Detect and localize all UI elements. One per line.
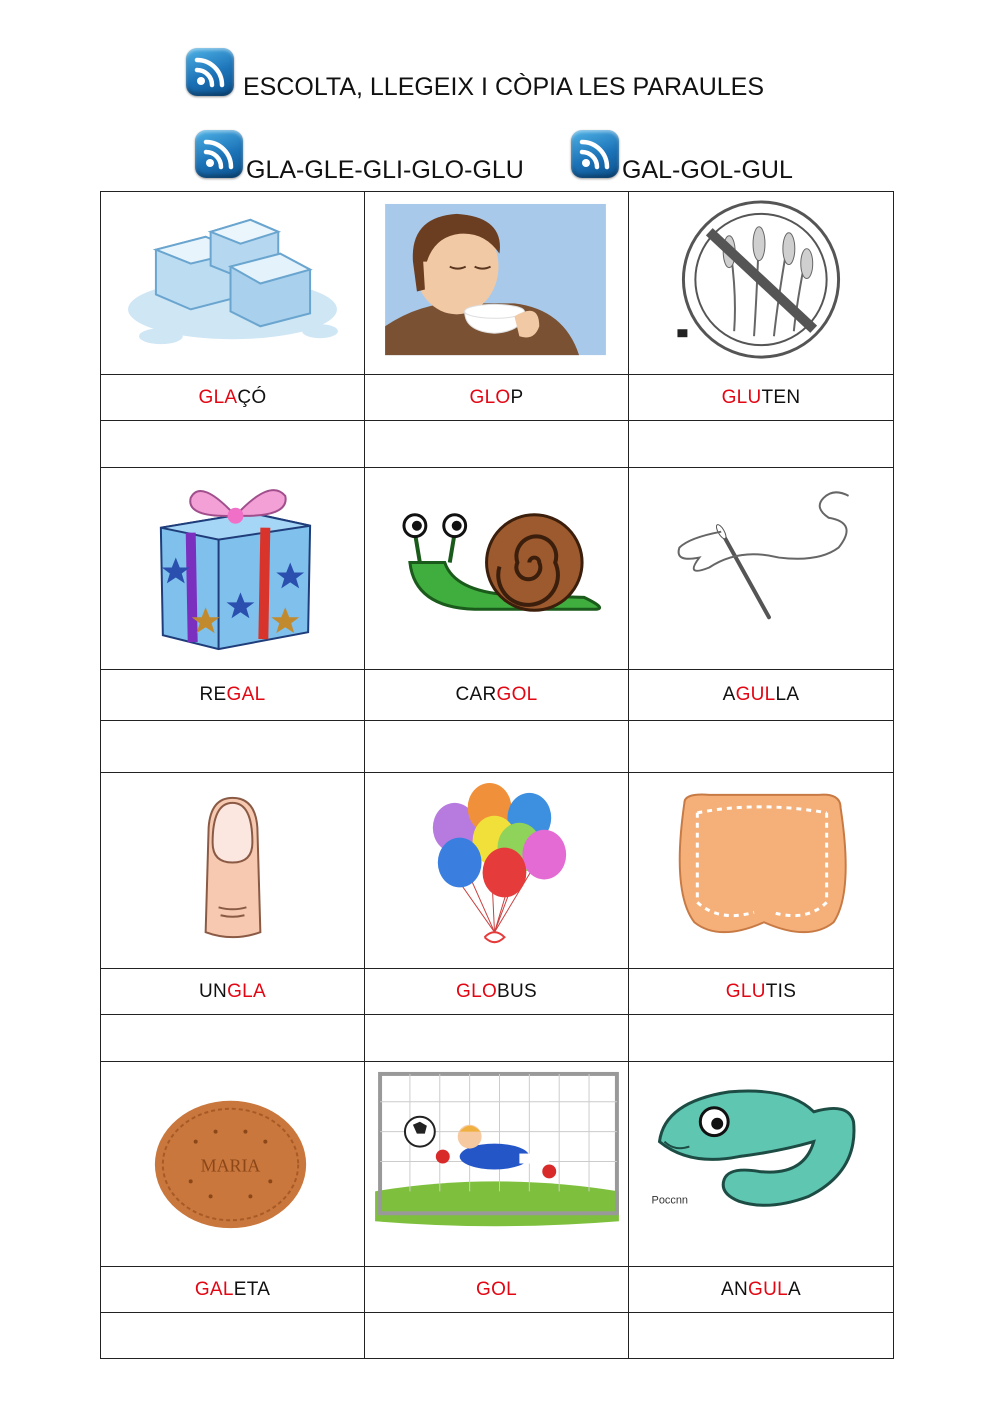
word-label: GLOP	[365, 375, 629, 421]
image-cell	[101, 1062, 365, 1267]
word-label: GLUTIS	[629, 969, 894, 1015]
word-label: UNGLA	[101, 969, 365, 1015]
needle-and-thread-image	[629, 468, 893, 669]
copy-answer-cell[interactable]	[629, 1313, 894, 1359]
snail-image	[365, 468, 628, 669]
image-cell	[365, 468, 629, 670]
page-title: ESCOLTA, LLEGEIX I CÒPIA LES PARAULES	[243, 73, 765, 101]
maria-biscuit-image	[101, 1062, 364, 1266]
copy-answer-cell[interactable]	[365, 421, 629, 468]
image-cell	[101, 192, 365, 375]
worksheet-table	[100, 191, 894, 1359]
copy-answer-cell[interactable]	[629, 721, 894, 773]
word-label: REGAL	[101, 670, 365, 721]
copy-answer-cell[interactable]	[101, 421, 365, 468]
gift-box-image	[101, 468, 364, 669]
eel-image	[629, 1062, 893, 1266]
person-sipping-cup-image	[365, 192, 628, 374]
image-cell	[629, 1062, 894, 1267]
image-cell	[365, 773, 629, 969]
word-label: GLUTEN	[629, 375, 894, 421]
copy-answer-cell[interactable]	[101, 721, 365, 773]
audio-play-button-gla[interactable]	[195, 130, 243, 178]
audio-play-button-gal[interactable]	[571, 130, 619, 178]
copy-answer-cell[interactable]	[629, 1015, 894, 1062]
word-label: AGULLA	[629, 670, 894, 721]
fingernail-image	[101, 773, 364, 968]
gluten-free-wheat-sign-image	[629, 192, 893, 374]
copy-answer-cell[interactable]	[365, 1015, 629, 1062]
copy-answer-cell[interactable]	[365, 1313, 629, 1359]
audio-play-button-title[interactable]	[186, 48, 234, 96]
word-label: GLOBUS	[365, 969, 629, 1015]
ice-cubes-image	[101, 192, 364, 374]
goalkeeper-image	[365, 1062, 628, 1266]
audio-label-gla: GLA-GLE-GLI-GLO-GLU	[246, 156, 524, 184]
image-cell	[629, 773, 894, 969]
balloons-image	[365, 773, 628, 968]
image-cell	[629, 468, 894, 670]
image-cell	[629, 192, 894, 375]
rss-audio-icon	[571, 130, 619, 178]
rss-audio-icon	[186, 48, 234, 96]
word-label: GALETA	[101, 1267, 365, 1313]
image-cell	[101, 468, 365, 670]
word-label: GOL	[365, 1267, 629, 1313]
rss-audio-icon	[195, 130, 243, 178]
copy-answer-cell[interactable]	[365, 721, 629, 773]
biscuit-stamp-text: MARIA	[200, 1155, 261, 1176]
copy-answer-cell[interactable]	[101, 1313, 365, 1359]
image-cell	[365, 1062, 629, 1267]
copy-answer-cell[interactable]	[101, 1015, 365, 1062]
word-label: CARGOL	[365, 670, 629, 721]
word-label: GLAÇÓ	[101, 375, 365, 421]
audio-label-gal: GAL-GOL-GUL	[622, 156, 793, 184]
image-cell	[101, 773, 365, 969]
buttocks-image	[629, 773, 893, 968]
word-label: ANGULA	[629, 1267, 894, 1313]
eel-signature: Poccnn	[651, 1194, 689, 1207]
copy-answer-cell[interactable]	[629, 421, 894, 468]
image-cell	[365, 192, 629, 375]
